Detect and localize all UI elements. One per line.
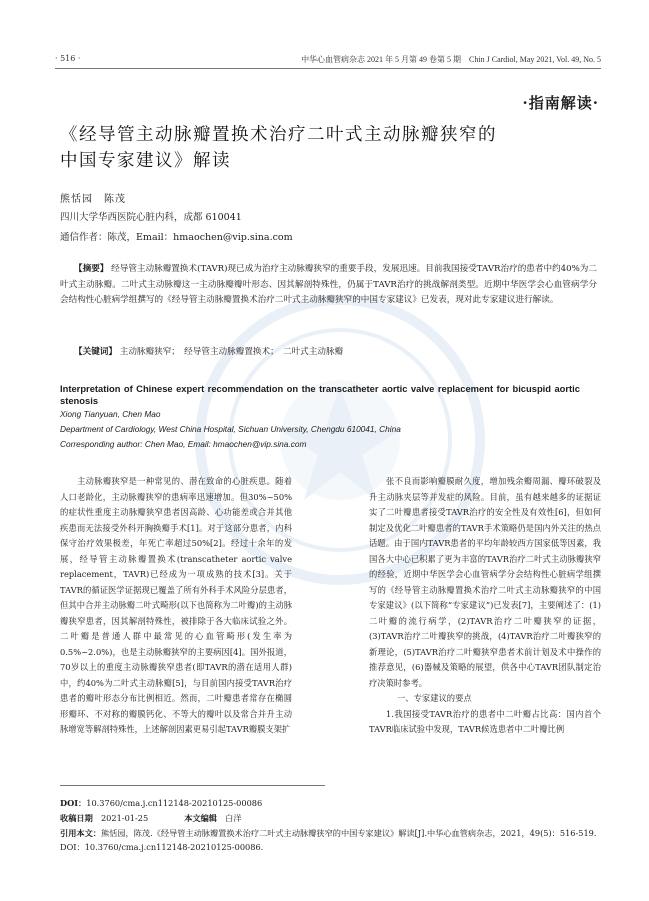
body-paragraph: 主动脉瓣狭窄是一种常见的、潜在致命的心脏疾患。随着人口老龄化，主动脉瓣狭窄的患病率迅速增加。但30%~50%的症状性重度主动脉瓣狭窄患者因高龄、心功能差或合并其他疾患而无法接受外科开胸换瓣手术[1]。对于这部分患者，内科保守治疗效果极差，年死亡率超过50%[2]。经过十余年的发展，经导管主动脉瓣置换术(transcatheter aortic valve replacement，TAVR)已经成为一项成熟的技术[3]。关于TAVR的循证医学证据现已覆盖了所有外科手术风险分层患者，但其中合并主动脉瓣二叶式畸形(以下也简称为二叶瓣)的主动脉瓣狭窄患者，因其解剖特殊性，被排除于各大临床试验之外。二叶瓣是普通人群中最常见的心血管畸形(发生率为0.5%~2.0%)，也是主动脉瓣狭窄的主要病因[4]。国外报道，70岁以上的重度主动脉瓣狭窄患者(即TAVR的潜在适用人群)中，约40%为二叶式主动脉瓣[5]，与目前国内接受TAVR治疗患者的瓣叶形态分布比例相近。然而，二叶瓣患者常存在椭圆形瓣环、不对称的瓣膜钙化、不等大的瓣叶以及常合并升主动脉增宽等解剖特殊性，上述解剖因素更易引起TAVR瓣膜支架扩 <box>60 476 292 734</box>
english-affiliation: Department of Cardiology, West China Hospital, Sichuan University, Chengdu 610041, China <box>60 424 401 434</box>
title-line-1: 《经导管主动脉瓣置换术治疗二叶式主动脉瓣狭窄的 <box>60 125 497 145</box>
body-paragraph: 张不良而影响瓣膜耐久度，增加残余瓣周漏、瓣环破裂及升主动脉夹层等并发症的风险。目前，虽有越来越多的证据证实了二叶瓣患者接受TAVR治疗的安全性及有效性[6]，但如何制定及优化二叶瓣患者的TAVR手术策略仍是国内外关注的热点话题。由于国内TAVR患者的平均年龄较西方国家低等因素，我国各大中心已积累了更为丰富的TAVR治疗二叶式主动脉瓣狭窄的经验，近期中华医学会心血管病学分会结构性心脏病学组撰写的《经导管主动脉瓣置换术治疗二叶式主动脉瓣狭窄的中国专家建议》(以下简称“专家建议”)已发表[7]，主要阐述了：(1)二叶瓣的流行病学，(2)TAVR治疗二叶瓣狭窄的证据，(3)TAVR治疗二叶瓣狭窄的挑战，(4)TAVR治疗二叶瓣狭窄的新理论，(5)TAVR治疗二叶瓣狭窄患者术前计划及术中操作的推荐意见，(6)器械及策略的展望，供各中心TAVR团队制定治疗决策时参考。 <box>369 476 601 688</box>
cite-text: 熊恬园，陈茂.《经导管主动脉瓣置换术治疗二叶式主动脉瓣狭窄的中国专家建议》解读[J].中华心血管病杂志，2021，49(5)：516-519. DOI：10.3760/cma.j.cn112148-20210125-00086. <box>60 828 597 852</box>
editor-label: 本文编辑 <box>184 813 217 823</box>
article-title <box>60 122 530 174</box>
doi-line <box>60 796 600 810</box>
received-date: 2021-01-25 <box>100 813 149 823</box>
doi-label: DOI： <box>60 798 87 808</box>
header-rule <box>55 68 601 69</box>
citation-line <box>60 826 600 854</box>
section-heading: 一、专家建议的要点 <box>397 693 472 703</box>
english-title: Interpretation of Chinese expert recommendation on the transcatheter aortic valve replacement for bicuspid aortic stenosis <box>60 383 580 406</box>
authors: 熊恬园 陈茂 <box>60 194 126 205</box>
received-label: 收稿日期 <box>60 813 93 823</box>
english-correspondence: Corresponding author: Chen Mao, Email: hmaochen@vip.sina.com <box>60 439 307 449</box>
abstract-text: 经导管主动脉瓣置换术(TAVR)现已成为治疗主动脉瓣狭窄的重要手段，发展迅速。目前我国接受TAVR治疗的患者中约40%为二叶式主动脉瓣。二叶式主动脉瓣这一主动脉瓣瓣叶形态、因其解剖特殊性，仍属于TAVR治疗的挑战解剖类型。近期中华医学会心血管病学分会结构性心脏病学组撰写的《经导管主动脉瓣置换术治疗二叶式主动脉瓣狭窄的中国专家建议》已发表，现对此专家建议进行解读。 <box>60 264 597 305</box>
editor-name: 白洋 <box>225 813 242 823</box>
title-line-2: 中国专家建议》解读 <box>60 151 231 171</box>
doi-value: 10.3760/cma.j.cn112148-20210125-00086 <box>86 798 263 808</box>
footer-rule <box>60 785 325 786</box>
english-authors: Xiong Tianyuan, Chen Mao <box>60 409 161 419</box>
keywords-label: 【关键词】 <box>74 347 117 357</box>
column-label: ·指南解读· <box>522 94 599 112</box>
abstract-label: 【摘要】 <box>74 264 109 274</box>
abstract <box>60 262 597 309</box>
cite-label: 引用本文： <box>60 828 101 838</box>
correspondence: 通信作者：陈茂，Email：hmaochen@vip.sina.com <box>60 232 293 243</box>
affiliation: 四川大学华西医院心脏内科，成都 610041 <box>60 212 242 223</box>
journal-citation-header: 中华心血管病杂志 2021 年 5 月第 49 卷第 5 期 Chin J Cardiol, May 2021, Vol. 49, No. 5 <box>301 55 601 64</box>
body-paragraph: 1.我国接受TAVR治疗的患者中二叶瓣占比高：国内首个TAVR临床试验中发现，TAVR候选患者中二叶瓣比例 <box>369 708 601 734</box>
body-column-left <box>60 474 292 738</box>
keywords-text: 主动脉瓣狭窄； 经导管主动脉瓣置换术； 二叶式主动脉瓣 <box>119 347 344 357</box>
page-number: · 516 · <box>55 54 81 63</box>
keywords <box>74 345 343 357</box>
received-line <box>60 811 600 825</box>
body-column-right <box>369 474 601 738</box>
running-header <box>55 52 601 68</box>
